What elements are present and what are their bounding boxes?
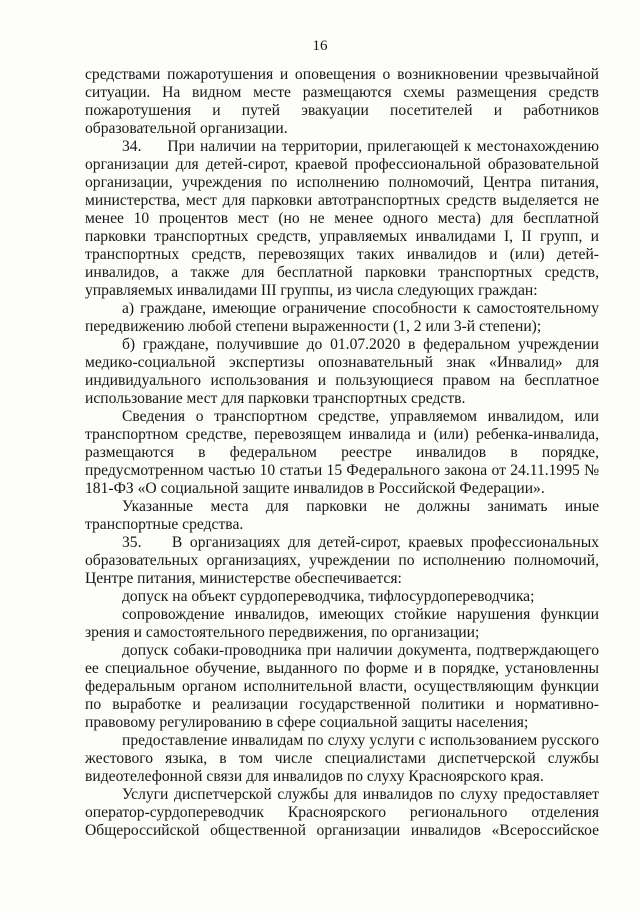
document-body [85, 66, 599, 840]
paragraph: предоставление инвалидам по слуху услуги с использованием русского жестового языка, в том числе специалистами диспетчерской службы видеотелефонной связи для инвалидов по слуху Красноярского края. [85, 732, 599, 785]
paragraph: Услуги диспетчерской службы для инвалидов по слуху предоставляет оператор-сурдопереводчик Красноярского регионального отделения Общероссийской общественной организации инвалидов «Всероссийское [85, 786, 599, 839]
paragraph: а) граждане, имеющие ограничение способности к самостоятельному передвижению любой степени выраженности (1, 2 или 3-й степени); [85, 300, 599, 335]
paragraph: допуск на объект сурдопереводчика, тифлосурдопереводчика; [122, 588, 535, 605]
paragraph: сопровождение инвалидов, имеющих стойкие нарушения функции зрения и самостоятельного передвижения, по организации; [85, 606, 599, 641]
paragraph: Сведения о транспортном средстве, управляемом инвалидом, или транспортном средстве, перевозящем инвалида и (или) ребенка-инвалида, размещаются в федеральном реестре инвалидов в порядке, предусмотренном частью 10 статьи 15 Федерального закона от 24.11.1995 № 181-ФЗ «О социальной защите инвалидов в Российской Федерации». [85, 408, 599, 497]
paragraph: средствами пожаротушения и оповещения о возникновении чрезвычайной ситуации. На видном месте размещаются схемы размещения средств пожаротушения и путей эвакуации посетителей и работников образовательной организации. [85, 66, 599, 137]
paragraph: б) граждане, получившие до 01.07.2020 в федеральном учреждении медико-социальной экспертизы опознавательный знак «Инвалид» для индивидуального использования и пользующиеся правом на бесплатное использование мест для парковки транспортных средств. [85, 336, 599, 407]
paragraph: 34. При наличии на территории, прилегающей к местонахождению организации для детей-сирот, краевой профессиональной образовательной организации, учреждения по исполнению полномочий, Центра питания, министерства, мест для парковки автотранспортных средств выделяется не менее 10 процентов мест (но не менее одного места) для бесплатной парковки транспортных средств, управляемых инвалидами I, II групп, и транспортных средств, перевозящих таких инвалидов и (или) детей-инвалидов, а также для бесплатной парковки транспортных средств, управляемых инвалидами III группы, из числа следующих граждан: [85, 138, 599, 299]
paragraph: Указанные места для парковки не должны занимать иные транспортные средства. [85, 498, 599, 533]
paragraph: допуск собаки-проводника при наличии документа, подтверждающего ее специальное обучение, выданного по форме и в порядке, установленны федеральным органом исполнительной власти, осуществляющим функции по выработке и реализации государственной политики и нормативно-правовому регулированию в сфере социальной защиты населения; [85, 642, 599, 731]
page-number: 16 [312, 38, 328, 54]
paragraph: 35. В организациях для детей-сирот, краевых профессиональных образовательных организациях, учреждении по исполнению полномочий, Центре питания, министерстве обеспечивается: [85, 534, 599, 587]
